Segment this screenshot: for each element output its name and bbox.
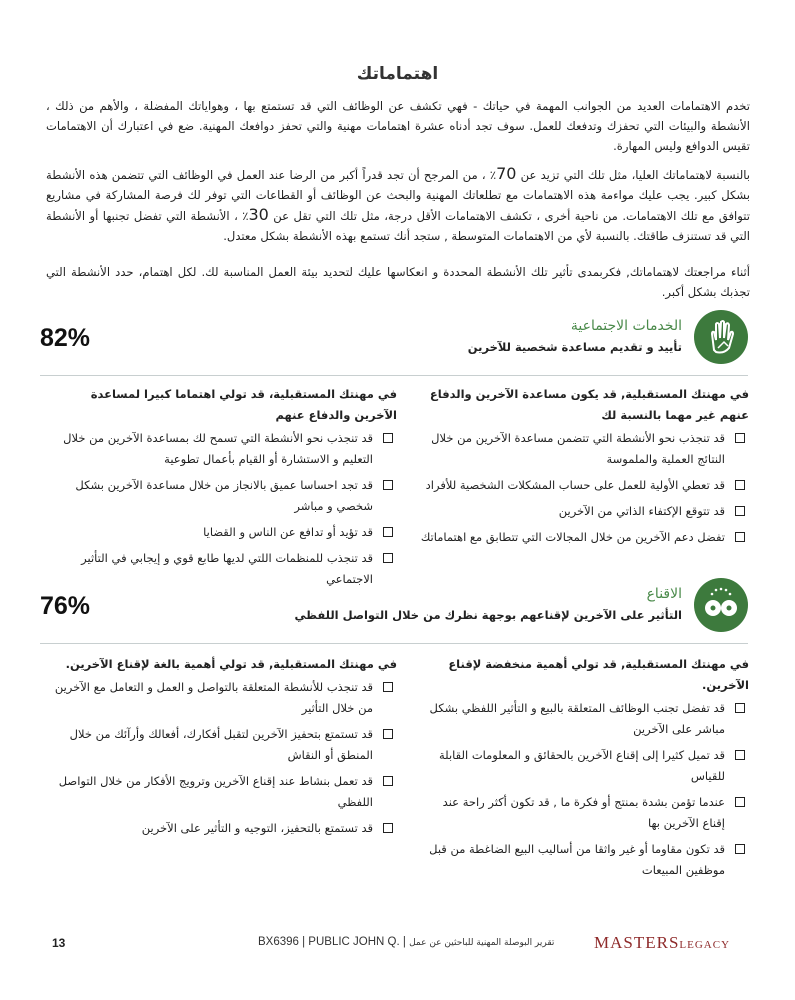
checklist-item[interactable]: قد تنجذب نحو الأنشطة التي تتضمن مساعدة الآخرين من خلال النتائج العملية والملموسة [419, 428, 749, 470]
report-info: BX6396 | PUBLIC JOHN Q. | تقرير البوصلة المهنية للباحثين عن عمل [258, 936, 555, 948]
checklist-item[interactable]: تفضل دعم الآخرين من خلال المجالات التي تتطابق مع اهتماماتك [419, 527, 749, 548]
checklist-item[interactable]: قد تنجذب للأنشطة المتعلقة بالتواصل و العمل و التعامل مع الآخرين من خلال التأثير [45, 677, 397, 719]
low-interest-column: في مهنتك المستقبلية, قد تولي أهمية منخفضة لإقناع الآخرين. قد تفضل تجنب الوظائف المتعلقة بالبيع و التأثير اللفظي بشكل مباشر على الآخرين قد تميل كثيرا إلى إقناع الآخرين بالحقائق و المعلومات القابلة للقياس عندما تؤمن بشدة بمنتج أو فكرة ما , قد تكون أكثر راحة عند إقناع الآخرين بها قد تكون مقاوما أو غير واثقا من أساليب البيع الضاغطة من قبل موظفين المبيعات [419, 654, 749, 886]
low-interest-column: في مهنتك المستقبلية, قد يكون مساعدة الآخرين والدفاع عنهم غير مهما بالنسبة لك قد تنجذب نحو الأنشطة التي تتضمن مساعدة الآخرين من خلال النتائج العملية والملموسة قد تعطي الأولية للعمل على حساب المشكلات الشخصية للأفراد قد تتوقع الإكتفاء الذاتي من الآخرين تفضل دعم الآخرين من خلال المجالات التي تتطابق مع اهتماماتك [419, 384, 749, 553]
checkbox-icon[interactable] [383, 823, 393, 833]
checklist-item[interactable]: قد تنجذب نحو الأنشطة التي تسمح لك بمساعدة الآخرين من خلال التعليم و الاستشارة أو القيام بأعمال تطوعية [45, 428, 397, 470]
checklist-item[interactable]: قد تفضل تجنب الوظائف المتعلقة بالبيع و التأثير اللفظي بشكل مباشر على الآخرين [419, 698, 749, 740]
checkbox-icon[interactable] [735, 506, 745, 516]
high-interest-column: في مهنتك المستقبلية، قد تولي اهتماما كبيرا لمساعدة الآخرين والدفاع عنهم قد تنجذب نحو الأنشطة التي تسمح لك بمساعدة الآخرين من خلال التعليم و الاستشارة أو القيام بأعمال تطوعية قد تجد احساسا عميق بالانجاز من خلال مساعدة الآخرين بشكل شخصي و مباشر قد تؤيد أو تدافع عن الناس و القضايا قد تنجذب للمنظمات اللتي لديها طابع قوي و إيجابي في التأثير الاجتماعي [45, 384, 397, 595]
checkbox-icon[interactable] [383, 682, 393, 692]
checklist-item[interactable]: عندما تؤمن بشدة بمنتج أو فكرة ما , قد تكون أكثر راحة عند إقناع الآخرين بها [419, 792, 749, 834]
checklist-item[interactable]: قد تكون مقاوما أو غير واثقا من أساليب البيع الضاغطة من قبل موظفين المبيعات [419, 839, 749, 881]
checkbox-icon[interactable] [735, 797, 745, 807]
checklist-item[interactable]: قد تعمل بنشاط عند إقناع الآخرين وترويج الأفكار من خلال التواصل اللفظي [45, 771, 397, 813]
masters-legacy-logo: MASTERSLEGACY [594, 933, 731, 952]
checkbox-icon[interactable] [383, 433, 393, 443]
checklist-item[interactable]: قد تنجذب للمنظمات اللتي لديها طابع قوي و إيجابي في التأثير الاجتماعي [45, 548, 397, 590]
intro-paragraph-2: بالنسبة لاهتماماتك العليا، مثل تلك التي تزيد عن 70٪ ، من المرجح أن تجد قدراً أكبر من الرضا عند العمل في الوظائف التي تتضمن هذه الأنشطة بشكل كبير. يجب عليك مواءمة هذه الاهتمامات مع تطلعاتك المهنية والبحث عن الوظائف أو القطاعات التي توفر لك فرصة المشاركة في مشاريع تتوافق مع تلك الاهتمامات. من ناحية أخرى ، تكشف الاهتمامات الأقل درجة، مثل تلك التي تقل عن 30٪ ، الأنشطة التي تفضل تجنبها أو الأنشطة التي قد تستنزف طاقتك. بالنسبة لأي من الاهتمامات المتوسطة , ستجد أنك تستمع بهذه الأنشطة بشكل معتدل. [46, 164, 750, 243]
divider [40, 375, 748, 376]
checkbox-icon[interactable] [735, 703, 745, 713]
checkbox-icon[interactable] [735, 480, 745, 490]
interest-header-persuasion [40, 578, 748, 638]
checklist-item[interactable]: قد تجد احساسا عميق بالانجاز من خلال مساعدة الآخرين بشكل شخصي و مباشر [45, 475, 397, 517]
checkbox-icon[interactable] [735, 844, 745, 854]
checklist-item[interactable]: قد تستمتع بالتحفيز، التوجيه و التأثير على الآخرين [45, 818, 397, 839]
checkbox-icon[interactable] [383, 527, 393, 537]
page-footer [0, 933, 795, 956]
checkbox-icon[interactable] [735, 433, 745, 443]
high-interest-column: في مهنتك المستقبلية, قد تولي أهمية بالغة لإقناع الآخرين. قد تنجذب للأنشطة المتعلقة بالتواصل و العمل و التعامل مع الآخرين من خلال التأثير قد تستمتع بتحفيز الآخرين لتقبل أفكارك، أفعالك وأرآئك من خلال المنطق أو النقاش قد تعمل بنشاط عند إقناع الآخرين وترويج الأفكار من خلال التواصل اللفظي قد تستمتع بالتحفيز، التوجيه و التأثير على الآخرين [45, 654, 397, 844]
helping-hand-icon [694, 310, 748, 364]
checklist-item[interactable]: قد تؤيد أو تدافع عن الناس و القضايا [45, 522, 397, 543]
checkbox-icon[interactable] [735, 532, 745, 542]
interest-percent: 76% [40, 592, 91, 620]
checkbox-icon[interactable] [383, 776, 393, 786]
checkbox-icon[interactable] [383, 480, 393, 490]
intro-paragraph-3: أثناء مراجعتك لاهتماماتك, فكربمدى تأثير تلك الأنشطة المحددة و انعكاسها عليك لتحديد بيئة العمل المناسبة لك. لكل اهتمام، حدد الأنشطة التي تجذبك بشكل أكبر. [46, 265, 750, 299]
checklist-item[interactable]: قد تستمتع بتحفيز الآخرين لتقبل أفكارك، أفعالك وأرآئك من خلال المنطق أو النقاش [45, 724, 397, 766]
page-title: اهتماماتك [356, 64, 439, 84]
persuasion-heads-icon [694, 578, 748, 632]
checkbox-icon[interactable] [383, 729, 393, 739]
interest-header-social-services [40, 310, 748, 370]
checklist-item[interactable]: قد تميل كثيرا إلى إقناع الآخرين بالحقائق و المعلومات القابلة للقياس [419, 745, 749, 787]
interest-subtitle: تأييد و تقديم مساعدة شخصية للآخرين [467, 340, 682, 354]
interest-subtitle: التأثير على الآخرين لإقناعهم بوجهة نظرك من خلال التواصل اللفظي [294, 608, 682, 622]
divider [40, 643, 748, 644]
interest-title: الاقناع [646, 586, 682, 602]
checkbox-icon[interactable] [383, 553, 393, 563]
checkbox-icon[interactable] [735, 750, 745, 760]
intro-paragraph-1: تخدم الاهتمامات العديد من الجوانب المهمة في حياتك - فهي تكشف عن الوظائف التي قد تستمتع بها ، وهواياتك المفضلة ، والأهم من ذلك ، الأنشطة والبيئات التي تحفزك وتدفعك للعمل. سوف تجد أدناه عشرة اهتمامات مهنية والتي تحفز دوافعك المهنية. ضع في اعتبارك أن الاهتمامات تقيس الدوافع وليس المهارة. [46, 99, 750, 153]
checklist-item[interactable]: قد تتوقع الإكتفاء الذاتي من الآخرين [419, 501, 749, 522]
interest-title: الخدمات الاجتماعية [570, 318, 682, 334]
page-number: 13 [52, 936, 66, 950]
interest-percent: 82% [40, 324, 91, 352]
checklist-item[interactable]: قد تعطي الأولية للعمل على حساب المشكلات الشخصية للأفراد [419, 475, 749, 496]
